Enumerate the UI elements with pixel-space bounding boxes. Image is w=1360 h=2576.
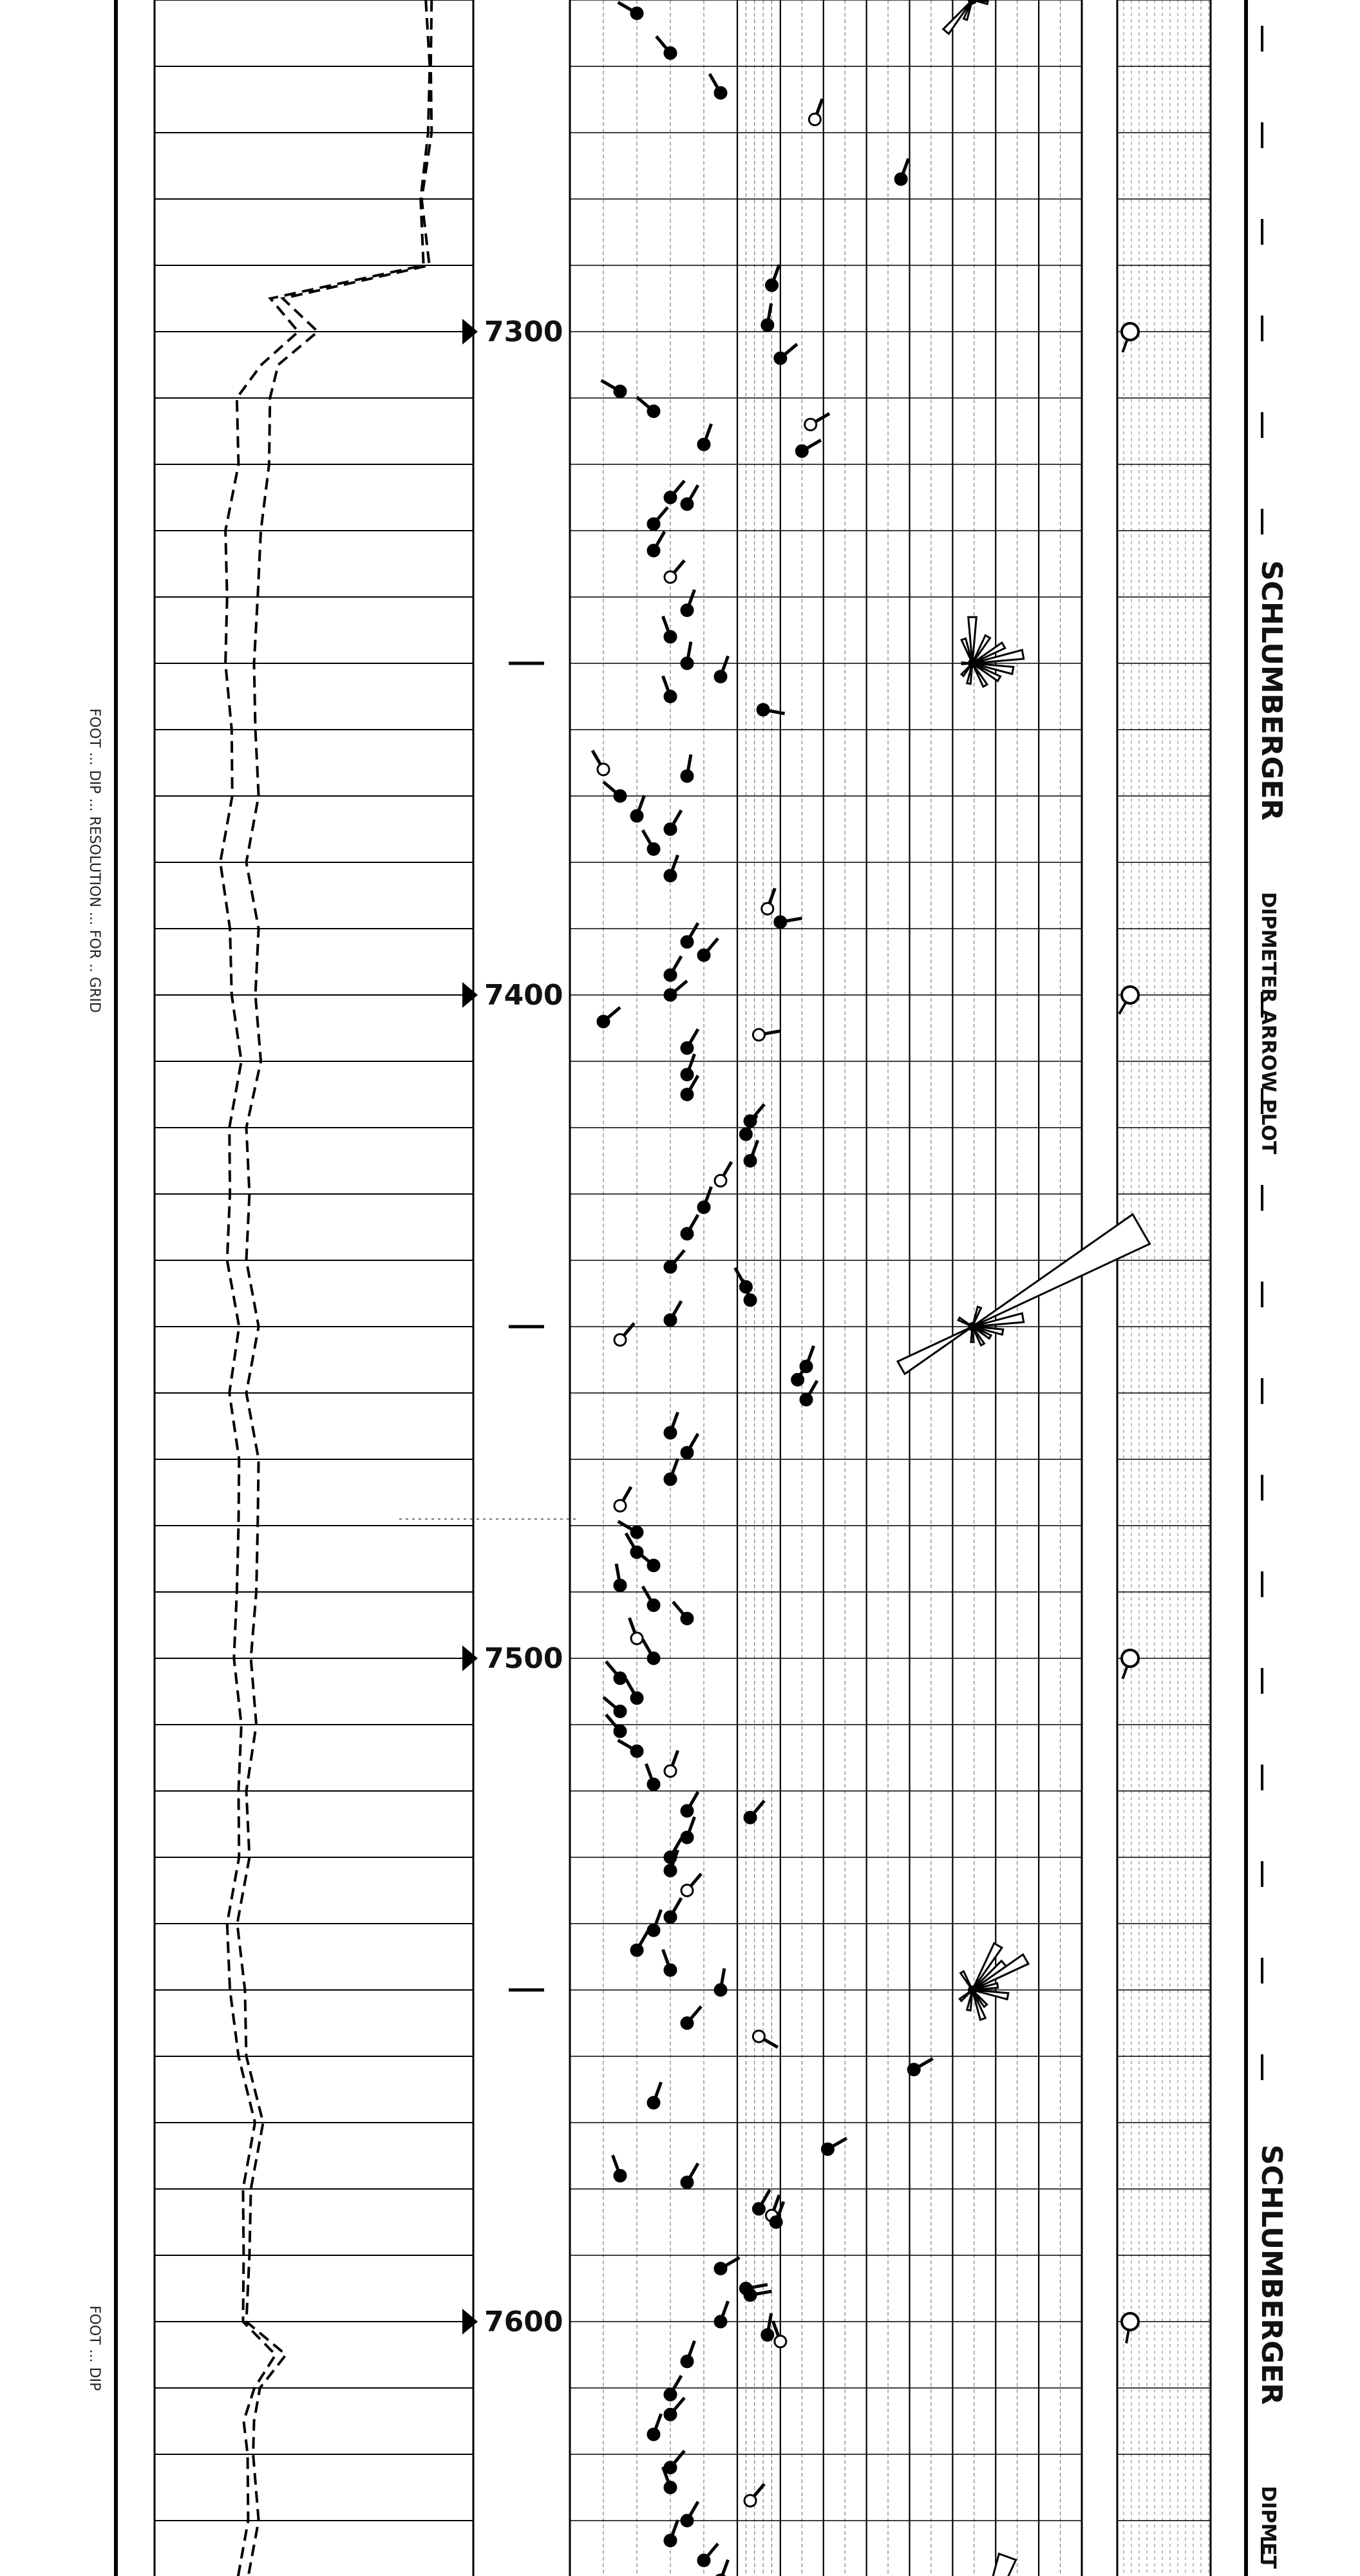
tadpole-head bbox=[648, 843, 659, 855]
tadpole-head bbox=[648, 2429, 659, 2440]
tadpole-head bbox=[665, 2409, 676, 2420]
tadpole-head bbox=[753, 2031, 764, 2042]
tadpole-head bbox=[665, 1314, 676, 1326]
tadpole-head bbox=[681, 658, 693, 669]
tadpole-head bbox=[598, 1016, 609, 1027]
tadpole-head bbox=[598, 764, 609, 775]
header-plot-name-bottom: DIPMET bbox=[1257, 2486, 1280, 2569]
tadpole-head bbox=[740, 1128, 751, 1140]
tadpole-head bbox=[800, 1394, 812, 1405]
tadpole-head bbox=[648, 1653, 659, 1664]
tadpole-head bbox=[665, 691, 676, 703]
tadpole-head bbox=[762, 903, 773, 914]
tadpole-head bbox=[648, 406, 659, 417]
tadpole-head bbox=[665, 989, 676, 1001]
tadpole-head bbox=[681, 2177, 693, 2188]
tadpole-head bbox=[698, 949, 710, 961]
tadpole-head bbox=[665, 2389, 676, 2400]
tadpole-head bbox=[792, 1374, 804, 1385]
tadpole-head bbox=[762, 2329, 773, 2341]
tadpole-head bbox=[681, 498, 693, 510]
tadpole-head bbox=[775, 2336, 786, 2347]
tadpole-head bbox=[648, 1924, 659, 1936]
tadpole-head bbox=[681, 1228, 693, 1240]
tadpole-head bbox=[648, 518, 659, 530]
tadpole-head bbox=[614, 790, 626, 802]
tadpole-head bbox=[805, 419, 817, 430]
tadpole-head bbox=[753, 2203, 764, 2215]
tadpole-head bbox=[822, 2143, 833, 2155]
tadpole-head bbox=[681, 1042, 693, 1054]
tadpole-head bbox=[614, 1725, 626, 1737]
tadpole-head bbox=[665, 824, 676, 835]
tadpole-head bbox=[631, 1745, 643, 1757]
tadpole-head bbox=[614, 1705, 626, 1717]
tadpole-head bbox=[665, 2535, 676, 2546]
tadpole-head bbox=[698, 439, 710, 450]
tadpole-head bbox=[681, 1613, 693, 1624]
tadpole-head bbox=[757, 704, 769, 715]
tadpole-head bbox=[744, 1294, 756, 1306]
tadpole-head bbox=[665, 1765, 676, 1777]
tadpole-head bbox=[648, 1779, 659, 1790]
tadpole-head bbox=[614, 1500, 626, 1511]
tadpole-head bbox=[648, 2097, 659, 2108]
tadpole-head bbox=[665, 1865, 676, 1877]
tadpole-head bbox=[744, 1812, 756, 1823]
tadpole-head bbox=[908, 2064, 920, 2076]
tadpole-head bbox=[715, 671, 726, 683]
tadpole-head bbox=[614, 1334, 626, 1346]
tadpole-head bbox=[681, 770, 693, 782]
tadpole-head bbox=[681, 2356, 693, 2367]
tadpole-head bbox=[665, 631, 676, 643]
tadpole-head bbox=[715, 1175, 726, 1186]
tadpole-head bbox=[665, 571, 676, 583]
header-company-top: SCHLUMBERGER bbox=[1255, 560, 1288, 821]
tadpole-head bbox=[715, 1984, 726, 1996]
tadpole-head bbox=[631, 1944, 643, 1956]
tadpole-head bbox=[665, 1473, 676, 1485]
tadpole-head bbox=[614, 1672, 626, 1684]
tadpole-head bbox=[665, 2482, 676, 2494]
left-margin-note-upper: FOOT ... DIP ... RESOLUTION ... FOR .. GRID bbox=[86, 708, 102, 1013]
tadpole-head bbox=[681, 936, 693, 948]
tadpole-head bbox=[665, 1261, 676, 1273]
tadpole-head bbox=[648, 545, 659, 556]
tadpole-head bbox=[796, 445, 808, 457]
rose-center bbox=[968, 659, 977, 668]
depth-label: 7400 bbox=[484, 979, 563, 1012]
tadpole-head bbox=[715, 87, 726, 99]
tadpole-head bbox=[744, 2495, 756, 2506]
rose-center bbox=[968, 1322, 977, 1331]
tadpole-head bbox=[715, 2263, 726, 2275]
drift-head bbox=[1122, 987, 1138, 1003]
tadpole-head bbox=[665, 47, 676, 59]
tadpole-head bbox=[665, 492, 676, 504]
tadpole-head bbox=[665, 1427, 676, 1439]
tadpole-head bbox=[895, 173, 907, 185]
tadpole-head bbox=[631, 1692, 643, 1704]
tadpole-head bbox=[681, 1069, 693, 1081]
tadpole-head bbox=[775, 916, 786, 928]
tadpole-head bbox=[681, 1832, 693, 1843]
tadpole-head bbox=[775, 352, 786, 364]
left-margin-note-lower: FOOT ... DIP bbox=[86, 2306, 102, 2391]
depth-label: 7300 bbox=[484, 316, 563, 348]
tadpole-head bbox=[681, 605, 693, 616]
tadpole-head bbox=[753, 1029, 764, 1041]
tadpole-head bbox=[665, 1911, 676, 1923]
tadpole-head bbox=[766, 279, 778, 291]
tadpole-head bbox=[614, 386, 626, 397]
tadpole-head bbox=[614, 1580, 626, 1591]
tadpole-head bbox=[681, 1447, 693, 1459]
tadpole-head bbox=[770, 2217, 782, 2228]
tadpole-head bbox=[698, 1202, 710, 1213]
tadpole-head bbox=[631, 1526, 643, 1538]
tadpole-head bbox=[665, 969, 676, 981]
tadpole-head bbox=[744, 1155, 756, 1167]
header-company-bottom: SCHLUMBERGER bbox=[1255, 2145, 1288, 2405]
tadpole-head bbox=[681, 1089, 693, 1101]
depth-label: 7600 bbox=[484, 2306, 563, 2338]
tadpole-head bbox=[744, 2289, 756, 2301]
drift-head bbox=[1122, 1650, 1138, 1667]
tadpole-head bbox=[665, 870, 676, 882]
tadpole-head bbox=[698, 2555, 710, 2566]
tadpole-head bbox=[715, 2316, 726, 2327]
tadpole-head bbox=[762, 319, 773, 331]
tadpole-head bbox=[631, 1633, 643, 1644]
tadpole-head bbox=[631, 810, 643, 822]
tadpole-head bbox=[681, 2515, 693, 2526]
tadpole-head bbox=[681, 2018, 693, 2029]
tadpole-head bbox=[614, 2170, 626, 2181]
header-plot-name-top: DIPMETER ARROW PLOT bbox=[1257, 892, 1280, 1155]
depth-label: 7500 bbox=[484, 1642, 563, 1675]
tadpole-head bbox=[665, 1964, 676, 1976]
tadpole-head bbox=[681, 1805, 693, 1817]
tadpole-head bbox=[648, 1600, 659, 1611]
drift-head bbox=[1122, 323, 1138, 340]
tadpole-head bbox=[648, 1560, 659, 1571]
tadpole-head bbox=[681, 1885, 693, 1897]
rose-center bbox=[968, 1985, 977, 1994]
drift-head bbox=[1122, 2313, 1138, 2330]
tadpole-head bbox=[809, 113, 820, 125]
tadpole-head bbox=[631, 8, 643, 19]
